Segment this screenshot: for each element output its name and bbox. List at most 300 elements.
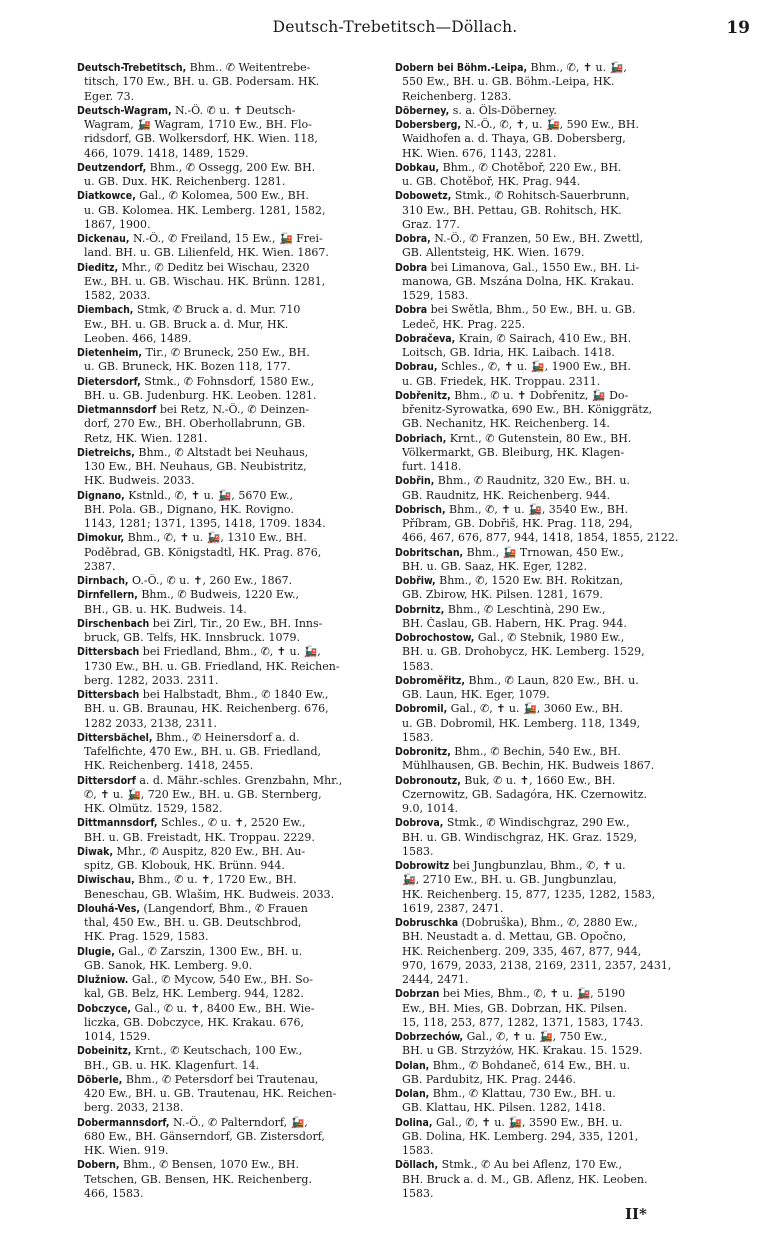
entry-continuation-line: BH. u. GB. Drohobycz, HK. Lemberg. 1529, <box>402 645 645 659</box>
gazetteer-entry <box>77 303 387 346</box>
entry-headword: Dolan, <box>395 1088 430 1100</box>
entry-first-line <box>395 1059 715 1073</box>
page-header <box>40 18 750 44</box>
entry-headword: Dickenau, <box>77 233 130 245</box>
entry-headword: Dobermannsdorf, <box>77 1116 170 1129</box>
entry-first-line <box>77 774 387 788</box>
entry-first-line <box>77 1044 387 1058</box>
entry-text: Gal., ✆, ✝ u. 🚂, 750 Ew., <box>463 1030 608 1043</box>
entry-headword: Diwak, <box>77 845 114 858</box>
entry-text: (Langendorf, Bhm., ✆ Frauen <box>139 901 308 915</box>
entry-text: Bhm., ✆ Laun, 820 Ew., BH. u. <box>465 673 639 687</box>
entry-first-line <box>77 1116 387 1130</box>
entry-text: N.-Ö., ✆ Palterndorf, 🚂, <box>169 1115 308 1129</box>
gazetteer-entry <box>395 1059 715 1088</box>
entry-continuation-line: BH. Pola. GB., Dignano, HK. Rovigno. <box>84 502 294 516</box>
gazetteer-entry <box>77 688 387 731</box>
gazetteer-entry <box>395 702 715 745</box>
entry-continuation-line: 1619, 2387, 2471. <box>402 901 504 915</box>
entry-continuation-line: 130 Ew., BH. Neuhaus, GB. Neubistritz, <box>84 460 307 473</box>
entry-text: Bhm., ✆ Klattau, 730 Ew., BH. u. <box>429 1087 616 1100</box>
entry-continuation-line: spitz, GB. Klobouk, HK. Brünn. 944. <box>84 859 285 872</box>
entry-first-line <box>395 774 715 788</box>
entry-first-line <box>395 1158 715 1172</box>
entry-headword: Dittmannsdorf, <box>77 817 158 830</box>
entry-text: Schles., ✆ u. ✝, 2520 Ew., <box>157 816 306 830</box>
entry-continuation-line: berg. 1282, 2033. 2311. <box>84 673 219 687</box>
entry-continuation-line: 1529, 1583. <box>402 289 469 302</box>
entry-first-line <box>77 303 387 317</box>
entry-text: Bhm., ✆ u. ✝ Dobřenitz, 🚂 Do- <box>450 388 629 402</box>
entry-continuation-line: 🚂, 2710 Ew., BH. u. GB. Jungbunzlau, <box>402 873 617 887</box>
gazetteer-entry <box>395 674 715 703</box>
gazetteer-entry <box>77 1116 387 1159</box>
entry-first-line <box>77 873 387 887</box>
entry-headword: Dobersberg, <box>395 119 461 131</box>
entry-first-line <box>77 902 387 916</box>
entry-continuation-line: Völkermarkt, GB. Bleiburg, HK. Klagen- <box>402 445 625 459</box>
entry-headword: Diembach, <box>77 304 134 317</box>
gazetteer-entry <box>395 859 715 916</box>
entry-text: Gal., ✆, ✝ u. 🚂, 3590 Ew., BH. u. <box>432 1115 623 1129</box>
gazetteer-entry <box>395 332 715 361</box>
entry-headword: Diwischau, <box>77 874 135 887</box>
entry-continuation-line: 1730 Ew., BH. u. GB. Friedland, HK. Reichen- <box>84 659 340 673</box>
entry-text: bei Swětla, Bhm., 50 Ew., BH. u. GB. <box>427 303 636 317</box>
entry-text: O.-Ö., ✆ u. ✝, 260 Ew., 1867. <box>128 574 293 587</box>
entry-continuation-line: GB. Klattau, HK. Pilsen. 1282, 1418. <box>402 1101 606 1115</box>
entry-text: Gal., ✆, ✝ u. 🚂, 3060 Ew., BH. <box>447 702 623 716</box>
entry-headword: Döllach, <box>395 1159 439 1172</box>
entry-continuation-line: Leoben. 466, 1489. <box>84 331 192 345</box>
entry-text: Bhm., ✆ Bensen, 1070 Ew., BH. <box>119 1158 299 1172</box>
entry-headword: Dobrzechów, <box>395 1031 464 1043</box>
entry-first-line <box>395 916 715 930</box>
gazetteer-entry <box>77 574 387 588</box>
entry-text: Gal., ✆ u. ✝, 8400 Ew., BH. Wie- <box>130 1001 315 1015</box>
entry-first-line <box>77 346 387 360</box>
entry-headword: Deutzendorf, <box>77 161 147 174</box>
entry-continuation-line: HK. Reichenberg. 209, 335, 467, 877, 944, <box>402 944 642 958</box>
entry-headword: Dittersbach <box>77 646 140 659</box>
entry-headword: Döberney, <box>395 104 450 117</box>
entry-text: Gal., ✆ Zarszin, 1300 Ew., BH. u. <box>114 944 303 958</box>
entry-continuation-line: BH. Bruck a. d. M., GB. Aflenz, HK. Leoben. <box>402 1172 648 1186</box>
entry-headword: Dobrochostow, <box>395 632 475 644</box>
gazetteer-entry <box>395 432 715 475</box>
entry-continuation-line: manowa, GB. Mszána Dolna, HK. Krakau. <box>402 274 635 288</box>
entry-continuation-line: 310 Ew., BH. Pettau, GB. Rohitsch, HK. <box>402 203 622 217</box>
entry-continuation-line: 970, 1679, 2033, 2138, 2169, 2311, 2357, 2431, <box>402 958 672 972</box>
entry-headword: Dobřin, <box>395 475 435 488</box>
entry-continuation-line: GB. Laun, HK. Eger, 1079. <box>402 688 550 701</box>
entry-continuation-line: Mühlhausen, GB. Bechin, HK. Budweis 1867. <box>402 759 655 773</box>
entry-first-line <box>77 731 387 745</box>
entry-continuation-line: 420 Ew., BH. u. GB. Trautenau, HK. Reichen- <box>84 1087 337 1100</box>
gazetteer-entry <box>77 1158 387 1201</box>
gazetteer-entry <box>77 774 387 817</box>
gazetteer-entry <box>395 360 715 389</box>
gazetteer-entry <box>77 873 387 902</box>
entry-continuation-line: 1143, 1281; 1371, 1395, 1418, 1709. 1834. <box>84 517 326 530</box>
entry-headword: Dietmannsdorf <box>77 404 157 416</box>
gazetteer-entry <box>395 546 715 575</box>
gazetteer-entry <box>395 261 715 304</box>
entry-first-line <box>395 61 715 75</box>
entry-continuation-line: 1583. <box>402 1144 434 1157</box>
entry-headword: Dietenheim, <box>77 347 142 359</box>
entry-continuation-line: Reichenberg. 1283. <box>402 89 512 103</box>
entry-continuation-line: u. GB. Chotěboř, HK. Prag. 944. <box>402 175 581 188</box>
entry-headword: Dobrzan <box>395 988 440 1001</box>
entry-first-line <box>395 603 715 617</box>
entry-text: Mhr., ✆ Auspitz, 820 Ew., BH. Au- <box>113 844 306 858</box>
entry-headword: Dobritschan, <box>395 546 464 559</box>
entry-first-line <box>77 688 387 702</box>
entry-continuation-line: 1583. <box>402 844 434 858</box>
entry-continuation-line: Ew., BH. u. GB. Wischau. HK. Brünn. 1281, <box>84 274 326 288</box>
entry-headword: Dolina, <box>395 1116 433 1129</box>
entry-first-line <box>395 189 715 203</box>
gazetteer-entry <box>395 916 715 987</box>
gazetteer-entry <box>395 1030 715 1059</box>
entry-text: Bhm., ✆ Heinersdorf a. d. <box>152 730 300 744</box>
entry-text: Kstnld., ✆, ✝ u. 🚂, 5670 Ew., <box>124 488 293 502</box>
entry-headword: Dlužniow. <box>77 974 129 986</box>
entry-continuation-line: Ew., BH. Mies, GB. Dobrzan, HK. Pilsen. <box>402 1001 628 1015</box>
entry-text: Tir., ✆ Bruneck, 250 Ew., BH. <box>141 346 310 359</box>
entry-headword: Dobern, <box>77 1159 120 1172</box>
entry-first-line <box>395 503 715 517</box>
entry-continuation-line: HK. Prag. 1529, 1583. <box>84 930 209 944</box>
entry-continuation-line: u. GB. Dobromil, HK. Lemberg. 118, 1349, <box>402 716 641 730</box>
entry-text: Schles., ✆, ✝ u. 🚂, 1900 Ew., BH. <box>437 360 631 374</box>
entry-text: bei Jungbunzlau, Bhm., ✆, ✝ u. <box>449 859 626 872</box>
entry-continuation-line: Poděbrad, GB. Königstadtl, HK. Prag. 876, <box>84 545 322 559</box>
entry-first-line <box>77 489 387 503</box>
entry-continuation-line: BH. u. GB. Freistadt, HK. Troppau. 2229. <box>84 830 315 844</box>
entry-continuation-line: GB. Raudnitz, HK. Reichenberg. 944. <box>402 488 611 502</box>
entry-first-line <box>395 118 715 132</box>
entry-text: N.-Ö. ✆ u. ✝ Deutsch- <box>171 103 296 117</box>
entry-continuation-line: 2387. <box>84 559 116 573</box>
entry-continuation-line: 466, 1079. 1418, 1489, 1529. <box>84 146 249 160</box>
entry-first-line <box>395 432 715 446</box>
gazetteer-entry <box>77 446 387 489</box>
entry-first-line <box>77 617 387 631</box>
entry-text: (Dobruška), Bhm., ✆, 2880 Ew., <box>458 916 638 929</box>
entry-first-line <box>77 1158 387 1172</box>
entry-headword: Dignano, <box>77 489 125 502</box>
entry-continuation-line: bruck, GB. Telfs, HK. Innsbruck. 1079. <box>84 631 300 644</box>
gazetteer-entry <box>77 588 387 617</box>
entry-text: Krnt., ✆ Gutenstein, 80 Ew., BH. <box>446 431 632 445</box>
entry-continuation-line: 9.0, 1014. <box>402 802 458 815</box>
entry-continuation-line: GB. Dolina, HK. Lemberg. 294, 335, 1201, <box>402 1129 639 1143</box>
entry-text: Krain, ✆ Sairach, 410 Ew., BH. <box>455 331 632 345</box>
gazetteer-entry <box>395 987 715 1030</box>
entry-headword: Dimokur, <box>77 532 125 545</box>
entry-text: bei Friedland, Bhm., ✆, ✝ u. 🚂, <box>139 645 321 659</box>
entry-text: Bhm., ✆, ✝ u. 🚂, 1310 Ew., BH. <box>124 531 307 545</box>
entry-continuation-line: HK. Olmütz. 1529, 1582. <box>84 802 223 815</box>
gazetteer-entry <box>395 1087 715 1116</box>
entry-text: Stmk., ✆ Windischgraz, 290 Ew., <box>443 816 630 830</box>
entry-text: Buk, ✆ u. ✝, 1660 Ew., BH. <box>460 773 616 787</box>
gazetteer-entry <box>77 1044 387 1073</box>
entry-text: a. d. Mähr.-schles. Grenzbahn, Mhr., <box>135 773 343 787</box>
gazetteer-entry <box>395 303 715 332</box>
entry-headword: Dobrisch, <box>395 503 446 516</box>
entry-headword: Dieditz, <box>77 261 119 274</box>
gazetteer-entry <box>395 503 715 546</box>
entry-text: bei Zirl, Tir., 20 Ew., BH. Inns- <box>149 616 323 630</box>
left-column <box>77 61 387 1211</box>
entry-text: Bhm.. ✆ Weitentrebe- <box>186 61 311 74</box>
entry-continuation-line: Retz, HK. Wien. 1281. <box>84 431 208 445</box>
entry-text: Bhm., ✆ Bechin, 540 Ew., BH. <box>450 745 621 758</box>
entry-first-line <box>395 1116 715 1130</box>
entry-headword: Döberle, <box>77 1073 123 1086</box>
entry-continuation-line: 466, 467, 676, 877, 944, 1418, 1854, 1855, 2122. <box>402 531 679 545</box>
gazetteer-entry <box>395 474 715 503</box>
entry-continuation-line: 2444, 2471. <box>402 973 469 986</box>
entry-text: N.-Ö., ✆, ✝, u. 🚂, 590 Ew., BH. <box>460 118 639 131</box>
entry-text: Bhm., 🚂 Trnowan, 450 Ew., <box>463 545 624 559</box>
entry-text: Bhm., ✆ Ossegg, 200 Ew. BH. <box>146 160 316 174</box>
entry-text: Stmk., ✆ Fohnsdorf, 1580 Ew., <box>140 374 315 388</box>
entry-text: Gal., ✆ Kolomea, 500 Ew., BH. <box>135 189 309 203</box>
entry-first-line <box>395 816 715 830</box>
gazetteer-entry <box>395 1116 715 1159</box>
entry-continuation-line: Wagram, 🚂 Wagram, 1710 Ew., BH. Flo- <box>84 118 312 131</box>
entry-continuation-line: 1583. <box>402 1186 434 1200</box>
entry-text: bei Halbstadt, Bhm., ✆ 1840 Ew., <box>139 688 329 701</box>
entry-headword: Dobromil, <box>395 703 448 716</box>
entry-continuation-line: 550 Ew., BH. u. GB. Böhm.-Leipa, HK. <box>402 75 615 89</box>
entry-continuation-line: Ledeč, HK. Prag. 225. <box>402 317 526 331</box>
entry-continuation-line: HK. Reichenberg. 1418, 2455. <box>84 759 254 773</box>
entry-text: Bhm., ✆, ✝ u. 🚂, 3540 Ew., BH. <box>445 502 629 516</box>
entry-headword: Dobkau, <box>395 161 440 174</box>
entry-headword: Dobowetz, <box>395 190 452 203</box>
entry-continuation-line: GB. Pardubitz, HK. Prag. 2446. <box>402 1072 577 1086</box>
entry-text: Bhm., ✆ u. ✝, 1720 Ew., BH. <box>134 873 297 887</box>
gazetteer-entry <box>77 845 387 874</box>
entry-first-line <box>77 403 387 417</box>
entry-first-line <box>395 303 715 317</box>
entry-headword: Dirnfellern, <box>77 589 138 602</box>
gazetteer-entry <box>395 1158 715 1201</box>
entry-text: Bhm., ✆, 1520 Ew. BH. Rokitzan, <box>435 574 624 587</box>
gazetteer-entry <box>77 104 387 161</box>
gazetteer-entry <box>395 232 715 261</box>
gazetteer-entry <box>77 61 387 104</box>
entry-text: Stmk, ✆ Bruck a. d. Mur. 710 <box>133 303 301 317</box>
entry-continuation-line: berg. 2033, 2138. <box>84 1101 184 1115</box>
entry-headword: Dietersdorf, <box>77 375 141 388</box>
entry-first-line <box>77 973 387 987</box>
entry-text: s. a. Öls-Döberney. <box>449 103 557 117</box>
entry-continuation-line: BH. Neustadt a. d. Mettau, GB. Opočno, <box>402 930 627 944</box>
entry-headword: Dobra, <box>395 233 431 245</box>
entry-text: Bhm., ✆ Raudnitz, 320 Ew., BH. u. <box>434 474 631 488</box>
gazetteer-entry <box>77 902 387 945</box>
entry-first-line <box>395 1030 715 1044</box>
running-title: Deutsch-Trebetitsch—Döllach. <box>272 18 518 36</box>
entry-text: Bhm., ✆ Altstadt bei Neuhaus, <box>134 445 309 459</box>
gazetteer-entry <box>77 531 387 574</box>
entry-first-line <box>395 161 715 175</box>
entry-headword: Dlouhá-Ves, <box>77 902 140 915</box>
entry-headword: Dobrnitz, <box>395 603 445 616</box>
entry-headword: Dittersbächel, <box>77 731 153 744</box>
entry-headword: Dittersbach <box>77 689 140 701</box>
entry-first-line <box>395 261 715 275</box>
entry-first-line <box>395 1087 715 1101</box>
entry-headword: Dobrova, <box>395 817 444 830</box>
entry-first-line <box>395 859 715 873</box>
entry-first-line <box>77 375 387 389</box>
entry-continuation-line: GB. Sanok, HK. Lemberg. 9.0. <box>84 958 253 972</box>
entry-continuation-line: BH. u. GB. Saaz, HK. Eger, 1282. <box>402 559 587 573</box>
entry-first-line <box>395 389 715 403</box>
entry-continuation-line: 1014, 1529. <box>84 1030 151 1043</box>
gazetteer-entry <box>77 1002 387 1045</box>
entry-headword: Dobra <box>395 304 428 317</box>
entry-first-line <box>77 446 387 460</box>
entry-headword: Dobračeva, <box>395 332 456 345</box>
entry-continuation-line: HK. Wien. 919. <box>84 1144 169 1157</box>
gazetteer-entry <box>77 232 387 261</box>
entry-text: N.-Ö., ✆ Freiland, 15 Ew., 🚂 Frei- <box>129 232 323 245</box>
entry-continuation-line: Ew., BH. u. GB. Bruck a. d. Mur, HK. <box>84 317 289 331</box>
entry-headword: Diatkowce, <box>77 190 136 203</box>
entry-headword: Dobeinitz, <box>77 1045 132 1058</box>
entry-first-line <box>77 845 387 859</box>
entry-continuation-line: 1282 2033, 2138, 2311. <box>84 716 217 730</box>
entry-continuation-line: 15, 118, 253, 877, 1282, 1371, 1583, 1743. <box>402 1015 644 1029</box>
entry-headword: Dobczyce, <box>77 1002 131 1015</box>
entry-continuation-line: HK. Reichenberg. 15, 877, 1235, 1282, 1583, <box>402 887 656 901</box>
gazetteer-entry <box>395 574 715 603</box>
gazetteer-entry <box>77 489 387 532</box>
entry-headword: Dittersdorf <box>77 774 136 787</box>
entry-headword: Dolan, <box>395 1059 430 1072</box>
entry-first-line <box>395 546 715 560</box>
entry-text: Bhm., ✆ Petersdorf bei Trautenau, <box>122 1072 319 1086</box>
entry-first-line <box>395 474 715 488</box>
entry-continuation-line: 1867, 1900. <box>84 217 151 231</box>
entry-first-line <box>77 1073 387 1087</box>
entry-first-line <box>77 61 387 75</box>
entry-headword: Dobrowitz <box>395 860 450 872</box>
entry-headword: Deutsch-Trebetitsch, <box>77 62 187 74</box>
gazetteer-entry <box>395 189 715 232</box>
gazetteer-entry <box>395 603 715 632</box>
entry-headword: Deutsch-Wagram, <box>77 104 172 117</box>
entry-first-line <box>77 645 387 659</box>
entry-continuation-line: kal, GB. Belz, HK. Lemberg. 944, 1282. <box>84 987 304 1001</box>
entry-text: Bhm., ✆ Budweis, 1220 Ew., <box>137 588 300 602</box>
entry-continuation-line: u. GB. Dux. HK. Reichenberg. 1281. <box>84 175 286 188</box>
entry-text: Stmk., ✆ Rohitsch-Sauerbrunn, <box>451 189 630 203</box>
entry-continuation-line: liczka, GB. Dobczyce, HK. Krakau. 676, <box>84 1015 305 1029</box>
entry-first-line <box>395 987 715 1001</box>
gazetteer-entry <box>77 731 387 774</box>
gazetteer-entry <box>77 945 387 974</box>
entry-first-line <box>395 745 715 759</box>
entry-text: Stmk., ✆ Au bei Aflenz, 170 Ew., <box>438 1158 623 1172</box>
entry-text: Mhr., ✆ Deditz bei Wischau, 2320 <box>118 260 310 274</box>
gazetteer-entry <box>77 617 387 646</box>
entry-continuation-line: Loitsch, GB. Idria, HK. Laibach. 1418. <box>402 346 615 359</box>
entry-first-line <box>395 104 715 118</box>
entry-continuation-line: GB. Allentsteig, HK. Wien. 1679. <box>402 246 585 260</box>
entry-continuation-line: BH. u. GB. Braunau, HK. Reichenberg. 676, <box>84 702 329 716</box>
entry-continuation-line: ✆, ✝ u. 🚂, 720 Ew., BH. u. GB. Sternberg, <box>84 787 322 801</box>
entry-continuation-line: ridsdorf, GB. Wolkersdorf, HK. Wien. 118, <box>84 132 318 146</box>
gazetteer-entry <box>395 161 715 190</box>
entry-headword: Dobřenitz, <box>395 389 451 402</box>
entry-first-line <box>77 232 387 246</box>
entry-continuation-line: BH. u GB. Strzyżów, HK. Krakau. 15. 1529. <box>402 1044 643 1058</box>
entry-headword: Dobra <box>395 261 428 274</box>
entry-headword: Dirnbach, <box>77 575 129 587</box>
entry-continuation-line: Eger. 73. <box>84 89 135 103</box>
entry-first-line <box>77 161 387 175</box>
gazetteer-entry <box>77 189 387 232</box>
entry-continuation-line: u. GB. Kolomea. HK. Lemberg. 1281, 1582, <box>84 203 326 217</box>
entry-continuation-line: u. GB. Friedek, HK. Troppau. 2311. <box>402 374 601 388</box>
entry-first-line <box>77 574 387 588</box>
entry-first-line <box>77 531 387 545</box>
entry-first-line <box>395 332 715 346</box>
entry-continuation-line: BH. u. GB. Windischgraz, HK. Graz. 1529, <box>402 830 638 844</box>
entry-first-line <box>395 360 715 374</box>
entry-headword: Dobruschka <box>395 917 459 929</box>
entry-continuation-line: land. BH. u. GB. Lilienfeld, HK. Wien. 1867. <box>84 246 329 260</box>
gazetteer-entry <box>77 161 387 190</box>
entry-first-line <box>395 574 715 588</box>
entry-continuation-line: Beneschau, GB. Wlašim, HK. Budweis. 2033. <box>84 887 335 901</box>
entry-text: Bhm., ✆ Bohdaneč, 614 Ew., BH. u. <box>429 1058 631 1072</box>
entry-text: Bhm., ✆ Leschtinà, 290 Ew., <box>444 602 606 616</box>
entry-continuation-line: 1583. <box>402 659 434 673</box>
entry-continuation-line: GB. Nechanitz, HK. Reichenberg. 14. <box>402 417 610 431</box>
gazetteer-entry <box>77 375 387 404</box>
entry-continuation-line: Tetschen, GB. Bensen, HK. Reichenberg. <box>84 1172 312 1186</box>
entry-headword: Dobrau, <box>395 361 438 374</box>
gazetteer-entry <box>395 104 715 118</box>
entry-continuation-line: dorf, 270 Ew., BH. Oberhollabrunn, GB. <box>84 417 306 431</box>
entry-first-line <box>395 232 715 246</box>
signature-mark: II* <box>625 1205 647 1223</box>
entry-first-line <box>395 674 715 688</box>
entry-text: N.-Ö., ✆ Franzen, 50 Ew., BH. Zwettl, <box>430 232 644 245</box>
entry-continuation-line: GB. Zbirow, HK. Pilsen. 1281, 1679. <box>402 588 604 602</box>
gazetteer-entry <box>77 403 387 446</box>
entry-text: bei Retz, N.-Ö., ✆ Deinzen- <box>156 403 310 416</box>
entry-headword: Dobriach, <box>395 432 447 445</box>
entry-text: Gal., ✆ Stebnik, 1980 Ew., <box>474 631 625 644</box>
gazetteer-entry <box>395 118 715 161</box>
entry-continuation-line: Graz. 177. <box>402 217 460 231</box>
gazetteer-entry <box>395 631 715 674</box>
gazetteer-entry <box>77 1073 387 1116</box>
entry-headword: Dobern bei Böhm.-Leipa, <box>395 62 528 74</box>
entry-text: bei Mies, Bhm., ✆, ✝ u. 🚂, 5190 <box>439 987 626 1001</box>
